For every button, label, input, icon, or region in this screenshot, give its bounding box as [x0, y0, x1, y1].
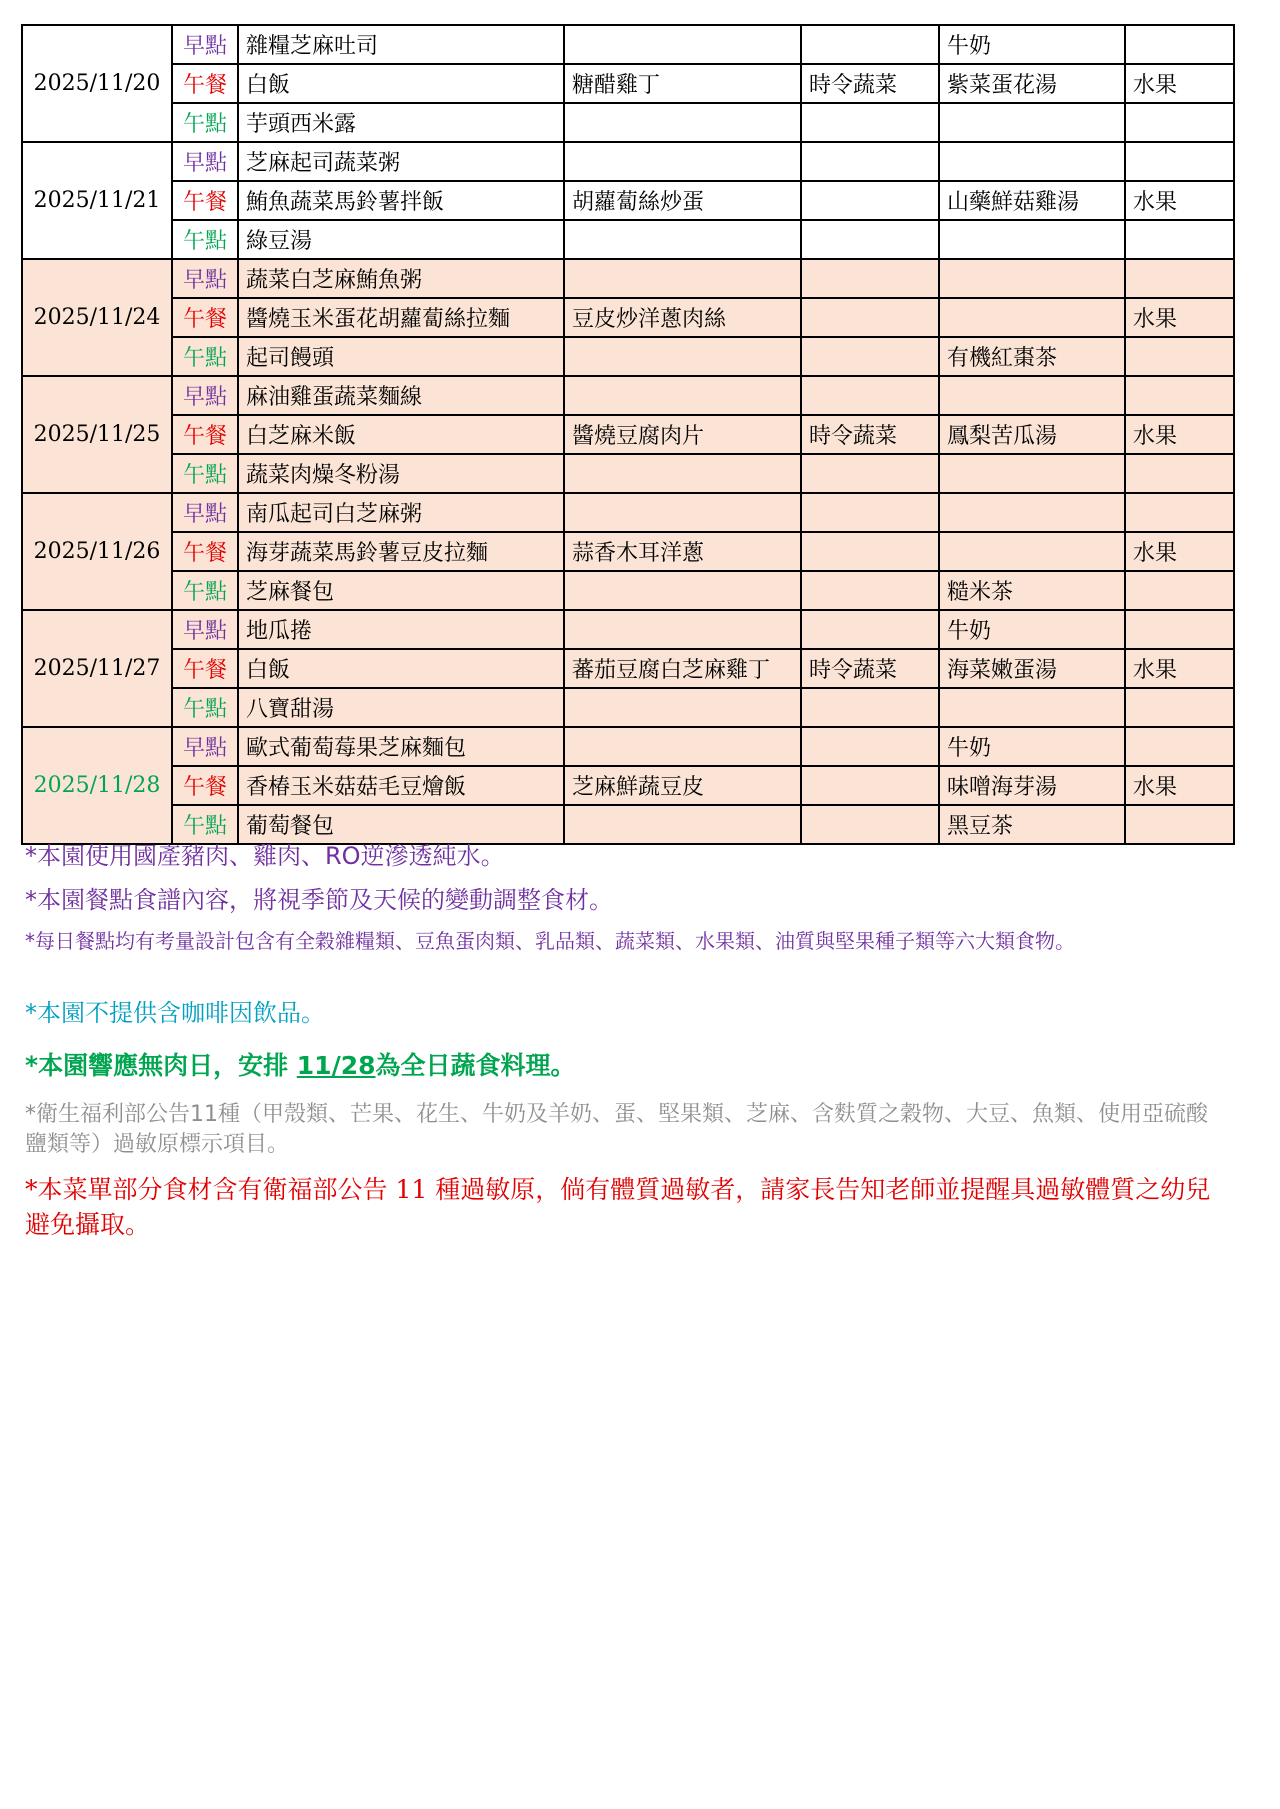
dish-cell	[801, 298, 939, 337]
dish-cell: 糙米茶	[939, 571, 1125, 610]
note-meatless-day: *本園響應無肉日，安排 11/28為全日蔬食料理。	[25, 1051, 576, 1080]
dish-cell	[564, 727, 801, 766]
dish-cell: 海芽蔬菜馬鈴薯豆皮拉麵	[238, 532, 564, 571]
menu-row	[22, 766, 1234, 805]
menu-row	[22, 220, 1234, 259]
dish-cell	[801, 727, 939, 766]
dish-cell: 雜糧芝麻吐司	[238, 25, 564, 64]
dish-cell	[564, 220, 801, 259]
menu-row	[22, 571, 1234, 610]
dish-cell: 葡萄餐包	[238, 805, 564, 844]
dish-cell: 鮪魚蔬菜馬鈴薯拌飯	[238, 181, 564, 220]
dish-cell: 有機紅棗茶	[939, 337, 1125, 376]
dish-cell	[564, 337, 801, 376]
meal-type-lunch: 午餐	[172, 532, 238, 571]
dish-cell	[801, 688, 939, 727]
dish-cell	[801, 493, 939, 532]
dish-cell: 牛奶	[939, 610, 1125, 649]
meal-type-lunch: 午餐	[172, 649, 238, 688]
dish-cell	[801, 532, 939, 571]
dish-cell: 白飯	[238, 64, 564, 103]
meal-type-lunch: 午餐	[172, 415, 238, 454]
dish-cell: 蔬菜白芝麻鮪魚粥	[238, 259, 564, 298]
meal-type-lunch: 午餐	[172, 766, 238, 805]
meal-type-snack: 午點	[172, 688, 238, 727]
dish-cell	[1125, 493, 1234, 532]
menu-row	[22, 298, 1234, 337]
dish-cell: 豆皮炒洋蔥肉絲	[564, 298, 801, 337]
date-cell: 2025/11/20	[22, 25, 172, 142]
menu-row	[22, 337, 1234, 376]
dish-cell	[564, 103, 801, 142]
note-allergen-warning: *本菜單部分食材含有衛福部公告 11 種過敏原，倘有體質過敏者，請家長告知老師並提醒具過敏體質之幼兒避免攝取。	[25, 1175, 1211, 1239]
dish-cell: 胡蘿蔔絲炒蛋	[564, 181, 801, 220]
dish-cell: 水果	[1125, 181, 1234, 220]
dish-cell	[801, 142, 939, 181]
menu-row	[22, 376, 1234, 415]
note-allergen-list: *衛生福利部公告11種（甲殼類、芒果、花生、牛奶及羊奶、蛋、堅果類、芝麻、含麩質之穀物、大豆、魚類、使用亞硫酸鹽類等）過敏原標示項目。	[25, 1102, 1208, 1158]
menu-row	[22, 64, 1234, 103]
menu-row	[22, 25, 1234, 64]
dish-cell: 水果	[1125, 766, 1234, 805]
dish-cell	[564, 493, 801, 532]
meal-type-snack: 午點	[172, 220, 238, 259]
meal-type-snack: 午點	[172, 103, 238, 142]
dish-cell: 水果	[1125, 532, 1234, 571]
dish-cell: 芝麻餐包	[238, 571, 564, 610]
dish-cell	[1125, 142, 1234, 181]
dish-cell: 味噌海芽湯	[939, 766, 1125, 805]
menu-row	[22, 649, 1234, 688]
dish-cell: 水果	[1125, 649, 1234, 688]
date-cell: 2025/11/26	[22, 493, 172, 610]
dish-cell: 白芝麻米飯	[238, 415, 564, 454]
note-domestic-meat: *本園使用國產豬肉、雞肉、RO逆滲透純水。	[25, 842, 505, 870]
dish-cell: 水果	[1125, 64, 1234, 103]
menu-row	[22, 142, 1234, 181]
dish-cell	[564, 454, 801, 493]
dish-cell	[801, 25, 939, 64]
dish-cell	[939, 376, 1125, 415]
dish-cell: 地瓜捲	[238, 610, 564, 649]
dish-cell	[939, 103, 1125, 142]
dish-cell	[1125, 376, 1234, 415]
dish-cell	[1125, 727, 1234, 766]
dish-cell	[1125, 610, 1234, 649]
meal-type-snack: 午點	[172, 805, 238, 844]
dish-cell	[801, 220, 939, 259]
dish-cell	[939, 298, 1125, 337]
dish-cell: 牛奶	[939, 727, 1125, 766]
dish-cell	[564, 259, 801, 298]
dish-cell: 山藥鮮菇雞湯	[939, 181, 1125, 220]
note-seasonal: *本園餐點食譜內容，將視季節及天候的變動調整食材。	[25, 886, 613, 914]
dish-cell: 海菜嫩蛋湯	[939, 649, 1125, 688]
dish-cell	[939, 259, 1125, 298]
dish-cell	[564, 571, 801, 610]
dish-cell	[564, 688, 801, 727]
dish-cell	[939, 688, 1125, 727]
dish-cell: 醬燒豆腐肉片	[564, 415, 801, 454]
note-six-food-groups: *每日餐點均有考量設計包含有全穀雜糧類、豆魚蛋肉類、乳品類、蔬菜類、水果類、油質與堅果種子類等六大類食物。	[25, 929, 1075, 953]
meal-type-breakfast: 早點	[172, 142, 238, 181]
meal-type-lunch: 午餐	[172, 181, 238, 220]
dish-cell: 黑豆茶	[939, 805, 1125, 844]
dish-cell	[1125, 571, 1234, 610]
dish-cell	[1125, 688, 1234, 727]
dish-cell	[1125, 220, 1234, 259]
dish-cell	[801, 571, 939, 610]
dish-cell	[939, 142, 1125, 181]
dish-cell: 綠豆湯	[238, 220, 564, 259]
dish-cell	[801, 454, 939, 493]
dish-cell	[801, 259, 939, 298]
menu-row	[22, 415, 1234, 454]
dish-cell	[801, 181, 939, 220]
dish-cell	[939, 493, 1125, 532]
dish-cell: 起司饅頭	[238, 337, 564, 376]
dish-cell: 時令蔬菜	[801, 64, 939, 103]
dish-cell: 紫菜蛋花湯	[939, 64, 1125, 103]
menu-row	[22, 103, 1234, 142]
menu-row	[22, 688, 1234, 727]
meal-type-breakfast: 早點	[172, 25, 238, 64]
meal-type-breakfast: 早點	[172, 610, 238, 649]
menu-row	[22, 454, 1234, 493]
meal-type-breakfast: 早點	[172, 259, 238, 298]
dish-cell	[564, 610, 801, 649]
menu-row	[22, 259, 1234, 298]
dish-cell	[564, 142, 801, 181]
note-no-caffeine: *本園不提供含咖啡因飲品。	[25, 999, 325, 1027]
meal-type-breakfast: 早點	[172, 376, 238, 415]
menu-row	[22, 532, 1234, 571]
dish-cell	[801, 337, 939, 376]
dish-cell	[939, 532, 1125, 571]
dish-cell: 芝麻鮮蔬豆皮	[564, 766, 801, 805]
dish-cell	[564, 25, 801, 64]
dish-cell: 八寶甜湯	[238, 688, 564, 727]
dish-cell	[1125, 25, 1234, 64]
dish-cell: 芝麻起司蔬菜粥	[238, 142, 564, 181]
dish-cell	[801, 103, 939, 142]
meal-type-breakfast: 早點	[172, 493, 238, 532]
dish-cell	[801, 376, 939, 415]
dish-cell	[1125, 337, 1234, 376]
dish-cell	[1125, 103, 1234, 142]
date-cell: 2025/11/24	[22, 259, 172, 376]
dish-cell: 水果	[1125, 415, 1234, 454]
dish-cell: 蔬菜肉燥冬粉湯	[238, 454, 564, 493]
dish-cell	[939, 454, 1125, 493]
dish-cell: 芋頭西米露	[238, 103, 564, 142]
dish-cell: 水果	[1125, 298, 1234, 337]
dish-cell: 香椿玉米菇菇毛豆燴飯	[238, 766, 564, 805]
dish-cell: 南瓜起司白芝麻粥	[238, 493, 564, 532]
meal-type-snack: 午點	[172, 454, 238, 493]
dish-cell: 醬燒玉米蛋花胡蘿蔔絲拉麵	[238, 298, 564, 337]
dish-cell	[1125, 805, 1234, 844]
date-cell: 2025/11/21	[22, 142, 172, 259]
dish-cell	[1125, 454, 1234, 493]
menu-table	[21, 24, 1235, 845]
dish-cell: 糖醋雞丁	[564, 64, 801, 103]
dish-cell	[564, 376, 801, 415]
date-cell: 2025/11/28	[22, 727, 172, 844]
dish-cell	[801, 610, 939, 649]
dish-cell	[564, 805, 801, 844]
dish-cell: 蕃茄豆腐白芝麻雞丁	[564, 649, 801, 688]
menu-row	[22, 727, 1234, 766]
menu-row	[22, 805, 1234, 844]
date-cell: 2025/11/27	[22, 610, 172, 727]
meal-type-lunch: 午餐	[172, 64, 238, 103]
meal-type-lunch: 午餐	[172, 298, 238, 337]
dish-cell	[801, 766, 939, 805]
dish-cell: 牛奶	[939, 25, 1125, 64]
dish-cell: 時令蔬菜	[801, 415, 939, 454]
dish-cell: 蒜香木耳洋蔥	[564, 532, 801, 571]
menu-row	[22, 181, 1234, 220]
meatless-date: 11/28	[296, 1051, 376, 1080]
dish-cell	[939, 220, 1125, 259]
meal-type-snack: 午點	[172, 571, 238, 610]
dish-cell: 麻油雞蛋蔬菜麵線	[238, 376, 564, 415]
dish-cell: 歐式葡萄莓果芝麻麵包	[238, 727, 564, 766]
meal-type-snack: 午點	[172, 337, 238, 376]
meal-type-breakfast: 早點	[172, 727, 238, 766]
dish-cell: 鳳梨苦瓜湯	[939, 415, 1125, 454]
dish-cell: 時令蔬菜	[801, 649, 939, 688]
menu-row	[22, 610, 1234, 649]
dish-cell	[1125, 259, 1234, 298]
menu-row	[22, 493, 1234, 532]
dish-cell	[801, 805, 939, 844]
date-cell: 2025/11/25	[22, 376, 172, 493]
dish-cell: 白飯	[238, 649, 564, 688]
